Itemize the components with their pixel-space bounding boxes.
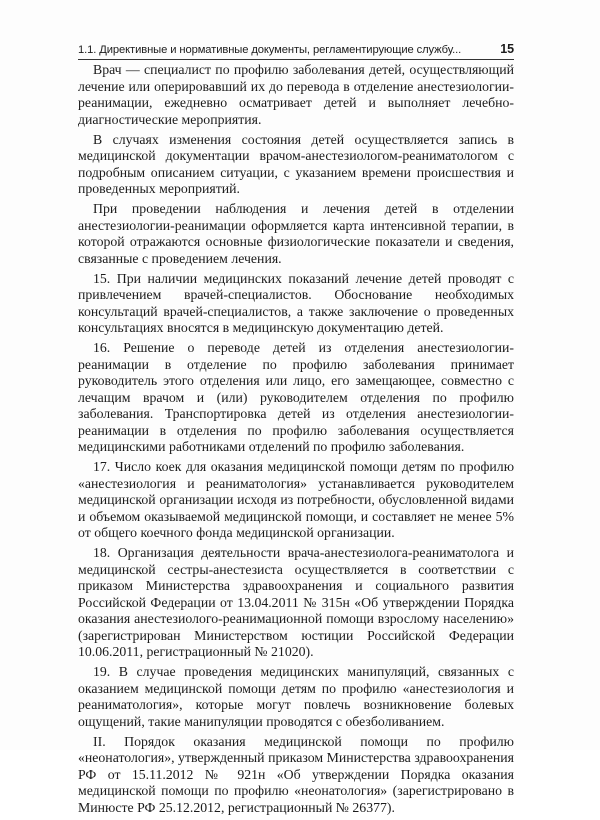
paragraph: 18. Организация деятельности врача-анестезиолога-реаниматолога и медицинской сестры-анестезиста осуществляется в соответствии с приказом Министерства здравоохранения и социального развития Российской Федерации от 13.04.2011 № 315н «Об утверждении Порядка оказания анестезиолого-реанимационной помощи взрослому населению» (зарегистрирован Министерством юстиции Российской Федерации 10.06.2011, регистрационный № 21020).	[78, 545, 514, 659]
paragraph: 16. Решение о переводе детей из отделения анестезиологии-реанимации в отделение по профилю заболевания принимает руководитель этого отделения или лицо, его замещающее, совместно с лечащим врачом и (или) руководителем отделения по профилю заболевания. Транспортировка детей из отделения анестезиологии-реанимации в отделения по профилю заболевания осуществляется медицинскими работниками отделений по профилю заболевания.	[78, 340, 514, 454]
page-number: 15	[500, 42, 514, 56]
running-title: 1.1. Директивные и нормативные документы, регламентирующие службу...	[78, 44, 462, 56]
paragraph: 15. При наличии медицинских показаний лечение детей проводят с привлечением врачей-специалистов. Обоснование необходимых консультаций врачей-специалистов, а также заключение о проведенных консультациях вносятся в медицинскую документацию детей.	[78, 270, 514, 335]
paragraph: 17. Число коек для оказания медицинской помощи детям по профилю «анестезиология и реаниматология» устанавливается руководителем медицинской организации исходя из потребности, обусловленной видами и объемом оказываемой медицинской помощи, и составляет не менее 5% от общего коечного фонда медицинской организации.	[78, 459, 514, 540]
paragraph: II. Порядок оказания медицинской помощи по профилю «неонатология», утвержденный приказом Министерства здравоохранения РФ от 15.11.2012 № 921н «Об утверждении Порядка оказания медицинской помощи по профилю «неонатология» (зарегистрировано в Минюсте РФ 25.12.2012, регистрационный № 26377).	[78, 733, 514, 815]
paragraph: В случаях изменения состояния детей осуществляется запись в медицинской документации врачом-анестезиологом-реаниматологом с подробным описанием ситуации, с указанием времени происшествия и проведенных мероприятий.	[78, 131, 514, 196]
paragraph: 19. В случае проведения медицинских манипуляций, связанных с оказанием медицинской помощи детям по профилю «анестезиология и реаниматология», которые могут повлечь возникновение болевых ощущений, такие манипуляции проводятся с обезболиванием.	[78, 664, 514, 729]
running-header	[78, 36, 514, 60]
body-text	[78, 62, 514, 820]
paragraph: При проведении наблюдения и лечения детей в отделении анестезиологии-реанимации оформляется карта интенсивной терапии, в которой отражаются основные физиологические показатели и сведения, связанные с проведением лечения.	[78, 201, 514, 266]
paragraph: Врач — специалист по профилю заболевания детей, осуществляющий лечение или оперировавший их до перевода в отделение анестезиологии-реанимации, ежедневно осматривает детей и выполняет лечебно-диагностические мероприятия.	[78, 62, 514, 127]
